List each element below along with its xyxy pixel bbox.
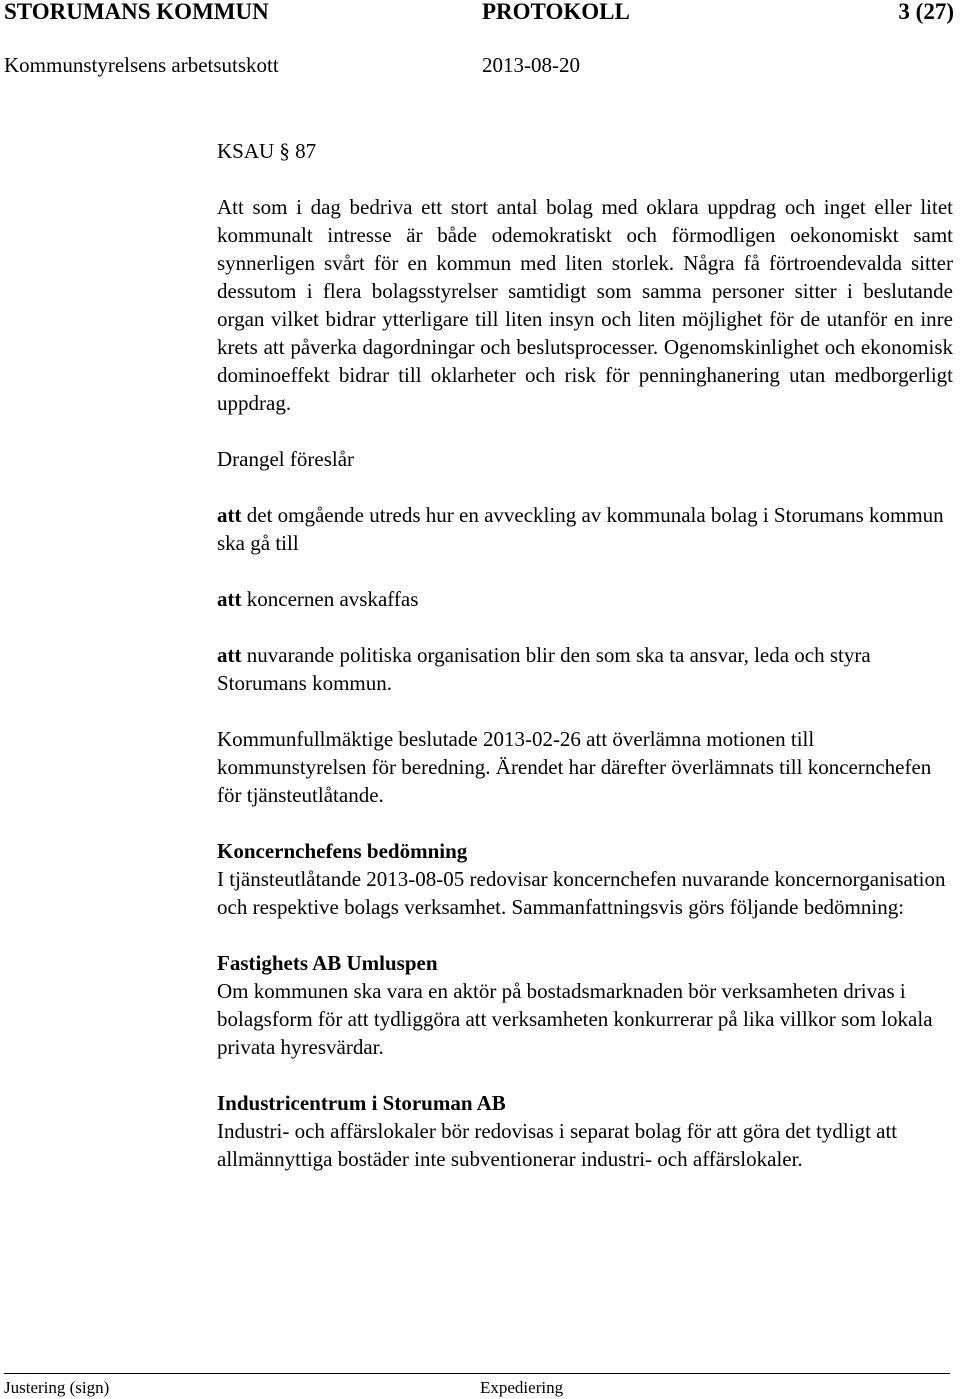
proposal-item [217,501,953,557]
document-body [217,137,953,1201]
proposal-keyword: att [217,643,242,667]
proposal-text: det omgående utreds hur en avveckling av kommunala bolag i Storumans kommun ska gå till [217,503,944,555]
proposal-keyword: att [217,587,242,611]
footer-signature-label: Justering (sign) [4,1378,110,1397]
assessment-heading: Koncernchefens bedömning [217,839,468,863]
referral-paragraph: Kommunfullmäktige beslutade 2013-02-26 att överlämna motionen till kommunstyrelsen för beredning. Ärendet har därefter överlämnats till koncernchefen för tjänsteutlåtande. [217,727,932,807]
proposal-item [217,585,953,613]
meeting-date: 2013-08-20 [482,53,580,77]
page-header-top [0,0,960,26]
fastighets-heading: Fastighets AB Umluspen [217,951,438,975]
organization-name: STORUMANS KOMMUN [4,0,269,24]
proposal-text: nuvarande politiska organisation blir den som ska ta ansvar, leda och styra Storumans kommun. [217,643,871,695]
page-header-bottom [0,52,960,78]
motion-paragraph: Att som i dag bedriva ett stort antal bolag med oklara uppdrag och inget eller litet kommunalt intresse är både odemokratiskt och förmodligen oekonomiskt samt synnerligen svårt för en kommun med liten storlek. Några få förtroendevalda sitter dessutom i flera bolagsstyrelser samtidigt som samma personer sitter i beslutande organ vilket bidrar ytterligare till liten insyn och liten möjlighet för de utanför en inre krets att påverka dagordningar och beslutsprocesser. Ogenomskinlighet och ekonomisk dominoeffekt bidrar till oklarheter och risk för penninghanering utan medborgerligt uppdrag. [217,195,953,415]
industricentrum-text: Industri- och affärslokaler bör redovisas i separat bolag för att göra det tydligt att allmännyttiga bostäder inte subventionerar industri- och affärslokaler. [217,1119,898,1171]
fastighets-text: Om kommunen ska vara en aktör på bostadsmarknaden bör verksamheten drivas i bolagsform för att tydliggöra att verksamheten konkurrerar på lika villkor som lokala privata hyresvärdar. [217,979,933,1059]
footer-divider [4,1373,950,1374]
industricentrum-heading: Industricentrum i Storuman AB [217,1091,506,1115]
proposal-item [217,641,953,697]
footer-dispatch-label: Expediering [480,1378,564,1397]
proposal-text: koncernen avskaffas [241,587,419,611]
document-type: PROTOKOLL [482,0,630,24]
section-id: KSAU § 87 [217,139,317,163]
assessment-text: I tjänsteutlåtande 2013-08-05 redovisar koncernchefen nuvarande koncernorganisation och respektive bolags verksamhet. Sammanfattningsvis görs följande bedömning: [217,867,946,919]
page-number: 3 (27) [898,0,954,24]
committee-name: Kommunstyrelsens arbetsutskott [4,53,279,77]
proposer-line: Drangel föreslår [217,447,355,471]
proposal-keyword: att [217,503,242,527]
